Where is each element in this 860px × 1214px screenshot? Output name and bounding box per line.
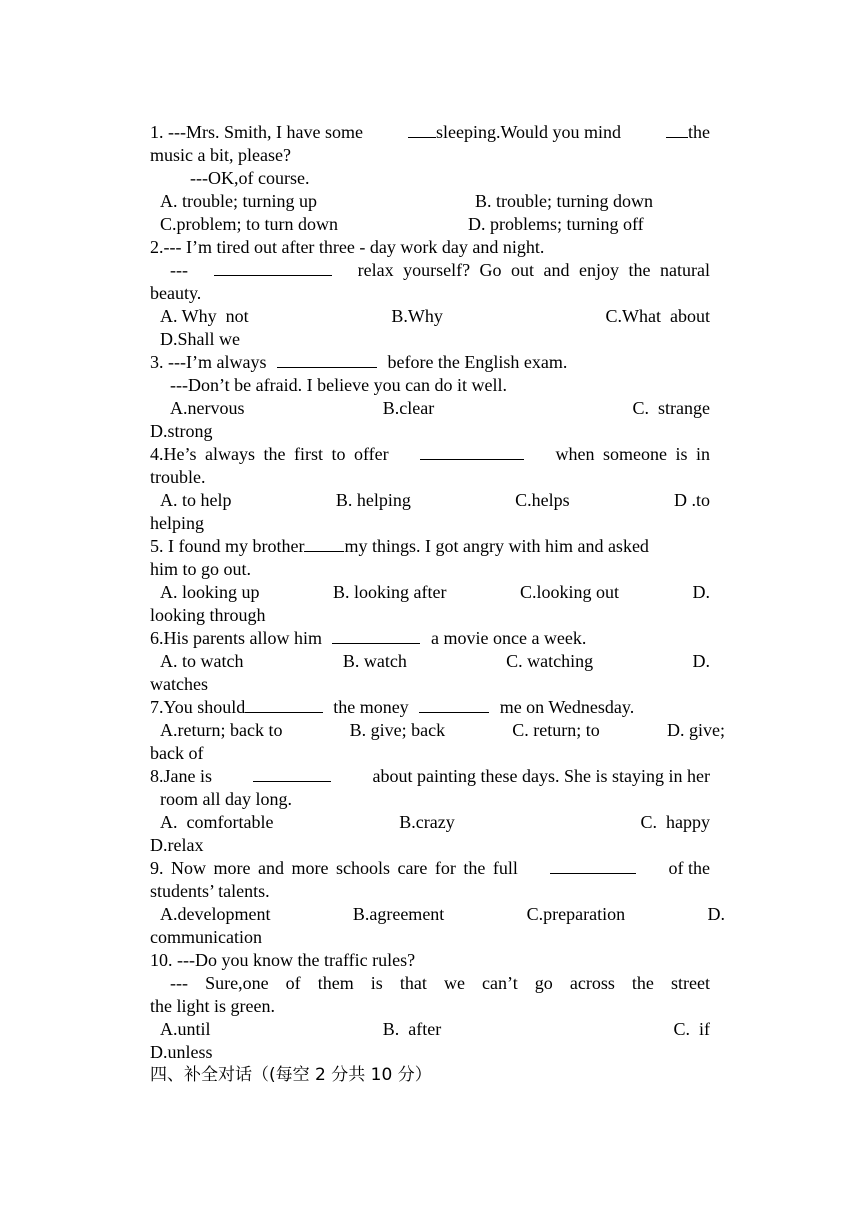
q4-stem-line1 [150,443,710,466]
q6-option-d-cont: watches [150,674,208,694]
section-heading: 四、补全对话（(每空 2 分共 10 分） [150,1065,432,1085]
q3-text-a: 3. ---I’m always [150,352,267,372]
q10-option-a: A.until [160,1019,211,1039]
q3-option-a: A.nervous [170,398,245,418]
q1-options-cd [150,213,710,236]
q8-options-abc [150,811,710,834]
q7-option-d-cont: back of [150,743,204,763]
q9-blank [550,857,636,874]
q2-option-c: C.What about [605,306,710,326]
q7-text-b: the money [333,697,409,717]
q9-option-c: C.preparation [526,904,626,924]
q8-blank [253,765,331,782]
q8-option-b: B.crazy [399,812,455,832]
q1-text-b: sleeping.Would you mind [435,122,621,142]
q5-option-d-cont: looking through [150,605,266,625]
q3-text-b: before the English exam. [387,352,568,372]
q1-stem-line1 [150,121,710,144]
q6-option-d: D. [692,651,710,671]
q6-text-b: a movie once a week. [430,628,587,648]
q10-option-c: C. if [673,1019,710,1039]
q8-option-d: D.relax [150,835,204,855]
q4-options [150,489,710,512]
q9-option-d-cont: communication [150,927,262,947]
q8-stem-line1 [150,765,710,788]
q4-option-c: C.helps [515,490,570,510]
q5-option-d: D. [692,582,710,602]
q4-option-a: A. to help [160,490,232,510]
q2-option-d: D.Shall we [160,329,240,349]
q6-option-b: B. watch [342,651,407,671]
q4-text-a: 4.He’s always the first to offer [150,444,389,464]
q2-stem-line1: 2.--- I’m tired out after three - day work day and night. [150,237,545,257]
q1-option-a: A. trouble; turning up [160,191,317,211]
q7-text-c: me on Wednesday. [499,697,635,717]
q2-options-abc [150,305,710,328]
q6-blank [332,627,420,644]
q10-stem-line2: --- Sure,one of them is that we can’t go across the street [170,973,710,993]
q6-text-a: 6.His parents allow him [150,628,322,648]
q1-stem-line3: ---OK,of course. [190,168,310,188]
q5-text-a: 5. I found my brother [150,536,305,556]
q9-options [150,903,725,926]
q10-options-abc [150,1018,710,1041]
q5-options [150,581,710,604]
q8-option-c: C. happy [640,812,710,832]
q10-option-d: D.unless [150,1042,213,1062]
q8-option-a: A. comfortable [160,812,274,832]
q6-option-a: A. to watch [160,651,244,671]
q6-options [150,650,710,673]
q5-option-c: C.looking out [519,582,619,602]
q9-option-d: D. [707,904,725,924]
q8-text-a: 8.Jane is [150,766,212,786]
q3-stem-line2: ---Don’t be afraid. I believe you can do it well. [170,375,508,395]
q3-stem-line1 [150,351,710,374]
q2-blank [214,259,332,276]
q3-option-b: B.clear [382,398,435,418]
q3-blank [277,351,377,368]
q7-option-d: D. give; [666,720,725,740]
q4-option-d-cont: helping [150,513,204,533]
q1-text-c: the [687,122,710,142]
q9-text-a: 9. Now more and more schools care for the full [150,858,518,878]
q1-option-b: B. trouble; turning down [475,191,653,211]
q7-options [150,719,725,742]
q1-stem-line2: music a bit, please? [150,145,291,165]
q2-stem-line3: beauty. [150,283,202,303]
q5-text-b: my things. I got angry with him and asked [344,536,649,556]
q1-blank-1 [408,121,436,138]
q7-option-b: B. give; back [349,720,446,740]
q3-options-abc [150,397,710,420]
q1-option-d: D. problems; turning off [468,214,644,234]
q10-stem-line1: 10. ---Do you know the traffic rules? [150,950,416,970]
q6-stem-line1 [150,627,710,650]
q2-stem-line2 [150,259,710,282]
q5-stem-line2: him to go out. [150,559,252,579]
q9-stem-line2: students’ talents. [150,881,270,901]
q10-option-b: B. after [382,1019,442,1039]
q7-option-c: C. return; to [512,720,600,740]
q5-blank [304,535,344,552]
q9-stem-line1 [150,857,710,880]
q1-text-a: 1. ---Mrs. Smith, I have some [150,122,363,142]
q2-option-b: B.Why [391,306,443,326]
q9-text-b: of the [668,858,710,878]
q7-stem-line1 [150,696,710,719]
q1-option-c: C.problem; to turn down [160,214,338,234]
q7-blank-2 [419,696,489,713]
q5-option-a: A. looking up [160,582,260,602]
q4-text-b: when someone is in [555,444,710,464]
q9-option-a: A.development [160,904,271,924]
q2-text-a: --- [170,260,188,280]
q3-option-d: D.strong [150,421,213,441]
q5-stem-line1 [150,535,710,558]
q8-text-b: about painting these days. She is staying in her [372,766,710,786]
q2-text-b: relax yourself? Go out and enjoy the natural [357,260,710,280]
q4-blank [420,443,524,460]
q4-stem-line2: trouble. [150,467,206,487]
q4-option-b: B. helping [335,490,411,510]
q1-options-ab [150,190,710,213]
q7-text-a: 7.You should [150,697,246,717]
q8-stem-line2: room all day long. [160,789,292,809]
q5-option-b: B. looking after [333,582,447,602]
q7-blank-1 [245,696,323,713]
q7-option-a: A.return; back to [160,720,283,740]
q10-stem-line3: the light is green. [150,996,275,1016]
q4-option-d: D .to [674,490,710,510]
q2-option-a: A. Why not [160,306,249,326]
q9-option-b: B.agreement [352,904,445,924]
exam-page [150,121,725,1087]
q3-option-c: C. strange [632,398,710,418]
q1-blank-2 [666,121,688,138]
q6-option-c: C. watching [506,651,594,671]
